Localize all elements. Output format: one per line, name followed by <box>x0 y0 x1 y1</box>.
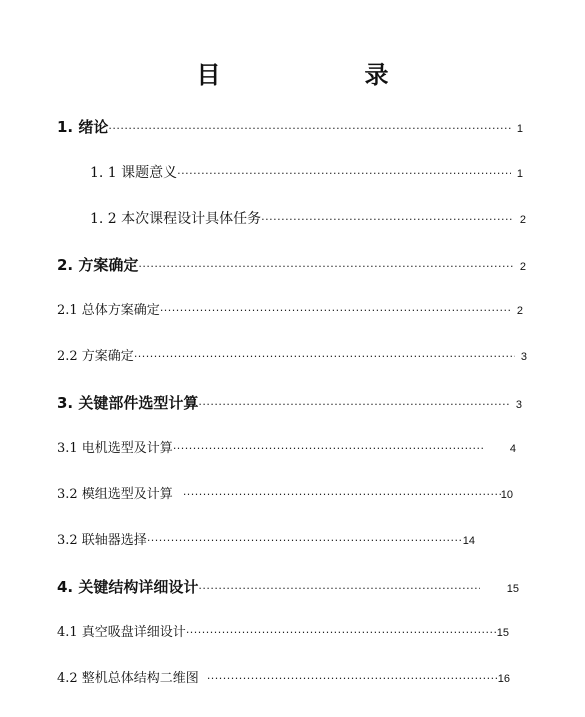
toc-page-number: 15 <box>496 627 509 639</box>
toc-entry-label: 3. 关键部件选型计算 <box>57 394 199 412</box>
dot-leader <box>108 118 511 140</box>
toc-page-number: 10 <box>500 489 513 501</box>
dot-leader <box>183 484 501 506</box>
toc-entry-label: 1. 2 本次课程设计具体任务 <box>90 211 262 227</box>
toc-entry-2 <box>57 254 526 276</box>
dot-leader <box>173 438 485 460</box>
toc-entry-label: 2.1 总体方案确定 <box>57 303 160 318</box>
dot-leader <box>198 578 480 600</box>
toc-page-number: 1 <box>516 123 523 135</box>
toc-page-number: 1 <box>516 168 523 180</box>
dot-leader <box>186 622 497 644</box>
dot-leader <box>207 668 498 690</box>
toc-entry-3 <box>57 392 522 414</box>
toc-entry-1-2 <box>90 208 526 230</box>
toc-page-number: 4 <box>509 443 516 455</box>
toc-page-number: 2 <box>519 214 526 226</box>
toc-entry-label: 1. 绪论 <box>57 118 109 136</box>
toc-entry-label: 4.1 真空吸盘详细设计 <box>57 625 186 640</box>
toc-entry-3-3 <box>57 530 475 552</box>
toc-entry-2-2 <box>57 346 527 368</box>
toc-page-number: 3 <box>520 351 527 363</box>
toc-entry-label: 3.1 电机选型及计算 <box>57 441 173 456</box>
dot-leader <box>261 209 514 231</box>
toc-page-number: 2 <box>519 261 526 273</box>
toc-entry-3-1 <box>57 438 516 460</box>
toc-entry-label: 2. 方案确定 <box>57 256 139 274</box>
toc-entry-3-2 <box>57 484 513 506</box>
dot-leader <box>134 346 515 368</box>
toc-entry-4-2 <box>57 668 510 690</box>
toc-entry-label: 4. 关键结构详细设计 <box>57 578 199 596</box>
toc-page-number: 14 <box>462 535 475 547</box>
toc-entry-label: 4.2 整机总体结构二维图 <box>57 671 199 686</box>
toc-page-number: 3 <box>515 399 522 411</box>
toc-entry-1-1 <box>90 162 523 184</box>
dot-leader <box>147 530 463 552</box>
dot-leader <box>177 163 511 185</box>
toc-page-number: 2 <box>516 305 523 317</box>
dot-leader <box>160 300 511 322</box>
toc-entry-label: 3.2 模组选型及计算 <box>57 487 173 502</box>
toc-entry-1 <box>57 116 523 138</box>
dot-leader <box>138 256 514 278</box>
toc-page-number: 16 <box>497 673 510 685</box>
toc-entry-4 <box>57 576 519 598</box>
toc-entry-4-1 <box>57 622 509 644</box>
toc-entry-label: 2.2 方案确定 <box>57 349 134 364</box>
toc-entry-label: 3.2 联轴器选择 <box>57 533 147 548</box>
toc-title: 目 录 <box>196 61 449 89</box>
dot-leader <box>198 394 510 416</box>
toc-page-number: 15 <box>506 583 519 595</box>
toc-entry-2-1 <box>57 300 523 322</box>
toc-entry-label: 1. 1 课题意义 <box>90 165 178 181</box>
